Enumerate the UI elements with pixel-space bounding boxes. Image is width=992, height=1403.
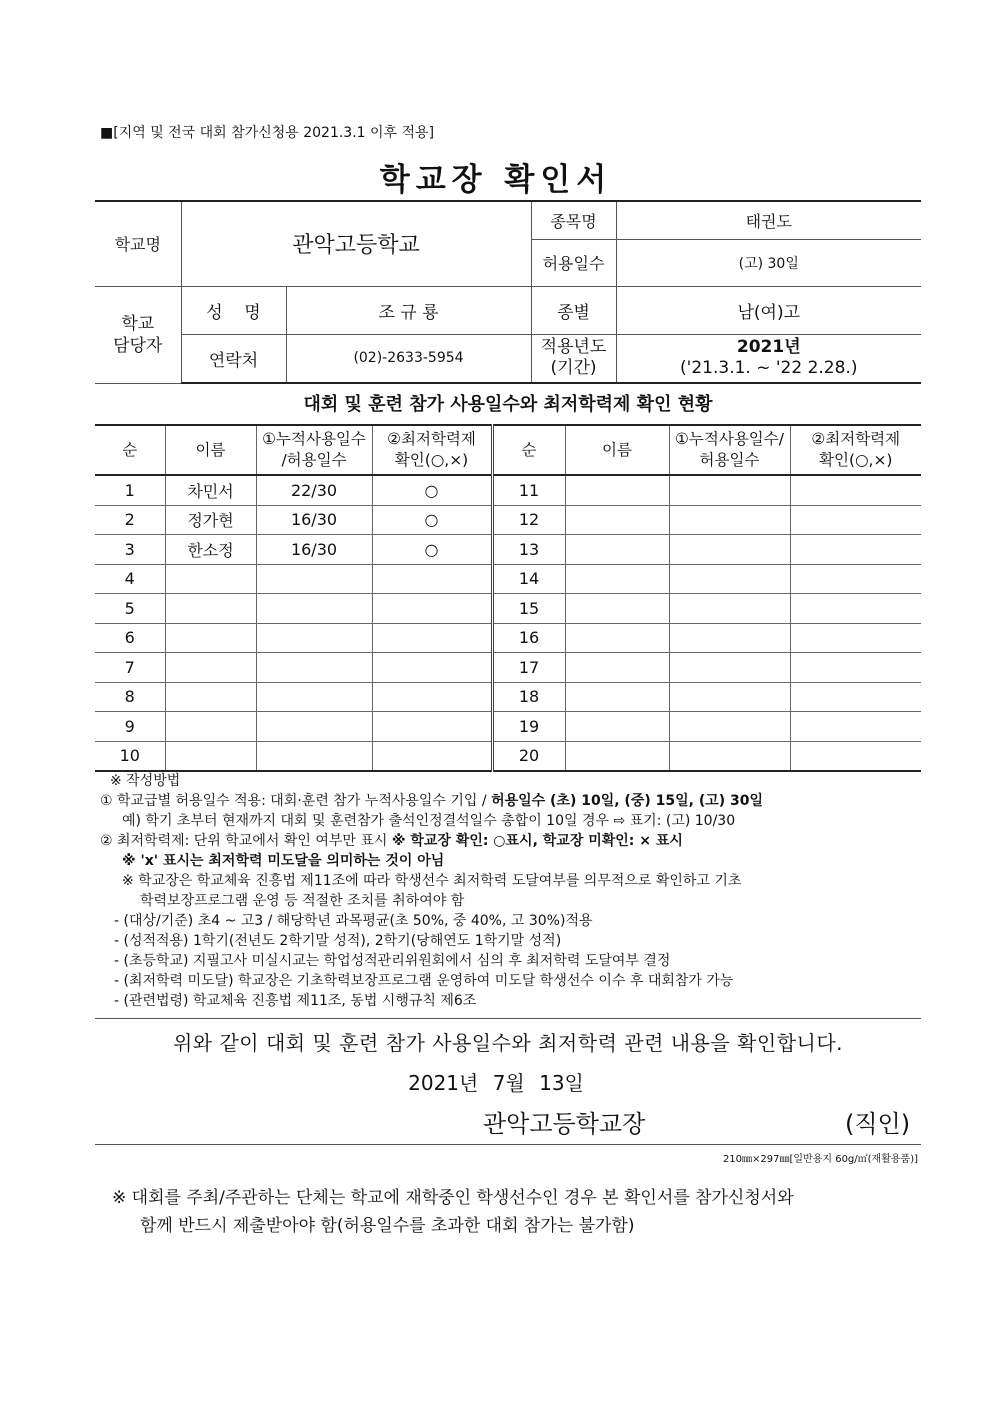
year-value: 2021년 <box>736 337 801 358</box>
paper-spec: 210㎜×297㎜[일반용지 60g/㎡(재활용품)] <box>722 1154 918 1165</box>
header-name-left: 이름 <box>165 425 256 475</box>
footnote-line-2: 함께 반드시 제출받아야 함(허용일수를 초과한 대회 참가는 불가함) <box>140 1216 635 1236</box>
row-check-right <box>790 712 921 742</box>
school-name: 관악고등학교 <box>181 201 531 286</box>
seal-mark: (직인) <box>845 1110 911 1138</box>
row-check-right <box>790 741 921 771</box>
confirm-text: 위와 같이 대회 및 훈련 참가 사용일수와 최저학력 관련 내용을 확인합니다. <box>172 1031 844 1055</box>
roster-row <box>95 653 921 683</box>
instruction-2 <box>100 831 930 851</box>
row-name-right <box>565 505 669 535</box>
divider-top <box>95 1018 921 1019</box>
row-days-right <box>669 505 790 535</box>
header-days-left: ①누적사용일수 /허용일수 <box>256 425 372 475</box>
sport-label: 종목명 <box>531 201 616 239</box>
detail-2: - (성적적용) 1학기(전년도 2학기말 성적), 2학기(당해연도 1학기말 성적) <box>114 933 562 949</box>
footnote-line-1: ※ 대회를 주최/주관하는 단체는 학교에 재학중인 학생선수인 경우 본 확인서를 참가신청서와 <box>112 1188 794 1208</box>
instruction-1 <box>100 791 930 811</box>
header-days-right: ①누적사용일수/ 허용일수 <box>669 425 790 475</box>
row-days-right <box>669 712 790 742</box>
row-name-right <box>565 682 669 712</box>
detail-3: - (초등학교) 지필고사 미실시교는 학업성적관리위원회에서 심의 후 최저학력 도달여부 결정 <box>114 953 671 969</box>
roster-row <box>95 712 921 742</box>
instruction-1-example: 예) 학기 초부터 현재까지 대회 및 훈련참가 출석인정결석일수 총합이 10일 경우 ⇨ 표기: (고) 10/30 <box>122 813 736 829</box>
row-name-left: 한소정 <box>165 535 256 565</box>
sport-value: 태권도 <box>616 201 921 239</box>
row-days-left: 16/30 <box>256 505 372 535</box>
row-days-left: 16/30 <box>256 535 372 565</box>
row-check-left <box>372 564 492 594</box>
header-check-right: ②최저학력제 확인(○,×) <box>790 425 921 475</box>
row-no-right: 16 <box>492 623 565 653</box>
row-name-left <box>165 741 256 771</box>
row-no-right: 17 <box>492 653 565 683</box>
allowed-days-label: 허용일수 <box>531 239 616 286</box>
row-no-left: 8 <box>95 682 165 712</box>
roster-row <box>95 564 921 594</box>
row-no-right: 19 <box>492 712 565 742</box>
row-name-left <box>165 653 256 683</box>
row-days-right <box>669 623 790 653</box>
row-check-left <box>372 594 492 624</box>
header-no-left: 순 <box>95 425 165 475</box>
row-no-right: 15 <box>492 594 565 624</box>
row-check-left: ○ <box>372 475 492 505</box>
row-no-right: 13 <box>492 535 565 565</box>
row-check-right <box>790 535 921 565</box>
row-no-left: 10 <box>95 741 165 771</box>
row-days-left <box>256 653 372 683</box>
year-cell <box>616 334 921 383</box>
row-check-left <box>372 682 492 712</box>
name-label: 성 명 <box>181 286 286 334</box>
row-check-left <box>372 741 492 771</box>
row-days-right <box>669 653 790 683</box>
divider-bottom <box>95 1144 921 1145</box>
gender-value: 남(여)고 <box>616 286 921 334</box>
row-check-left: ○ <box>372 535 492 565</box>
row-no-right: 18 <box>492 682 565 712</box>
roster-row <box>95 594 921 624</box>
row-check-left: ○ <box>372 505 492 535</box>
school-label: 학교명 <box>95 201 181 286</box>
gender-label: 종별 <box>531 286 616 334</box>
detail-1: - (대상/기준) 초4 ~ 고3 / 해당학년 과목평균(초 50%, 중 40%, 고 30%)적용 <box>114 913 593 929</box>
allowed-days-value: (고) 30일 <box>616 239 921 286</box>
page-title: 학교장 확인서 <box>379 162 613 198</box>
row-days-left <box>256 623 372 653</box>
instruction-1-text: ① 학교급별 허용일수 적용: 대회·훈련 참가 누적사용일수 기입 / <box>100 793 492 809</box>
row-name-left: 정가현 <box>165 505 256 535</box>
row-name-right <box>565 594 669 624</box>
row-days-right <box>669 564 790 594</box>
row-no-left: 3 <box>95 535 165 565</box>
row-check-right <box>790 505 921 535</box>
year-label: 적용년도 (기간) <box>531 334 616 383</box>
row-name-left <box>165 682 256 712</box>
row-check-left <box>372 712 492 742</box>
row-no-left: 4 <box>95 564 165 594</box>
row-days-left: 22/30 <box>256 475 372 505</box>
row-name-left <box>165 594 256 624</box>
row-name-left <box>165 712 256 742</box>
row-name-left <box>165 564 256 594</box>
row-days-left <box>256 594 372 624</box>
instructions-heading: ※ 작성방법 <box>110 773 181 789</box>
school-info-table <box>95 200 921 384</box>
row-name-right <box>565 712 669 742</box>
header-check-left: ②최저학력제 확인(○,×) <box>372 425 492 475</box>
row-no-left: 9 <box>95 712 165 742</box>
row-days-right <box>669 535 790 565</box>
row-check-right <box>790 682 921 712</box>
instruction-1-bold: 허용일수 (초) 10일, (중) 15일, (고) 30일 <box>491 793 764 809</box>
principal-name: 관악고등학교장 <box>483 1110 646 1138</box>
header-note: ■[지역 및 전국 대회 참가신청용 2021.3.1 이후 적용] <box>100 125 435 141</box>
roster-row <box>95 741 921 771</box>
instruction-2-bold: ※ 학교장 확인: ○표시, 학교장 미확인: × 표시 <box>391 833 683 849</box>
row-no-left: 6 <box>95 623 165 653</box>
phone-value: (02)-2633-5954 <box>286 334 531 383</box>
instruction-4a: ※ 학교장은 학교체육 진흥법 제11조에 따라 학생선수 최저학력 도달여부를 의무적으로 확인하고 기초 <box>122 873 742 889</box>
row-check-right <box>790 475 921 505</box>
row-no-left: 1 <box>95 475 165 505</box>
footnote <box>112 1184 794 1240</box>
roster-row <box>95 505 921 535</box>
row-days-right <box>669 475 790 505</box>
detail-5: - (관련법령) 학교체육 진흥법 제11조, 동법 시행규칙 제6조 <box>114 993 477 1009</box>
row-no-right: 12 <box>492 505 565 535</box>
roster-table <box>95 424 921 772</box>
row-no-right: 11 <box>492 475 565 505</box>
row-days-right <box>669 682 790 712</box>
contact-person-label: 학교 담당자 <box>95 286 181 383</box>
row-check-right <box>790 564 921 594</box>
roster-row <box>95 682 921 712</box>
header-no-right: 순 <box>492 425 565 475</box>
row-name-right <box>565 741 669 771</box>
row-no-left: 2 <box>95 505 165 535</box>
instructions <box>100 771 930 1011</box>
issue-date: 2021년 7월 13일 <box>408 1071 584 1095</box>
row-check-left <box>372 623 492 653</box>
row-no-left: 5 <box>95 594 165 624</box>
row-days-left <box>256 712 372 742</box>
row-name-right <box>565 653 669 683</box>
name-value: 조 규 룡 <box>286 286 531 334</box>
roster-row <box>95 535 921 565</box>
row-name-left <box>165 623 256 653</box>
row-days-right <box>669 741 790 771</box>
section-title: 대회 및 훈련 참가 사용일수와 최저학력제 확인 현황 <box>303 394 713 415</box>
phone-label: 연락처 <box>181 334 286 383</box>
row-name-right <box>565 564 669 594</box>
row-check-left <box>372 653 492 683</box>
instruction-2-text: ② 최저학력제: 단위 학교에서 확인 여부만 표시 <box>100 833 392 849</box>
row-name-left: 차민서 <box>165 475 256 505</box>
row-check-right <box>790 653 921 683</box>
row-days-left <box>256 564 372 594</box>
row-days-left <box>256 682 372 712</box>
year-period: ('21.3.1. ~ '22 2.28.) <box>680 358 858 379</box>
roster-row <box>95 475 921 505</box>
row-days-left <box>256 741 372 771</box>
row-name-right <box>565 623 669 653</box>
detail-4: - (최저학력 미도달) 학교장은 기초학력보장프로그램 운영하여 미도달 학생선수 이수 후 대회참가 가능 <box>114 973 734 989</box>
row-name-right <box>565 475 669 505</box>
header-name-right: 이름 <box>565 425 669 475</box>
roster-header-row <box>95 425 921 475</box>
row-no-left: 7 <box>95 653 165 683</box>
row-check-right <box>790 594 921 624</box>
roster-row <box>95 623 921 653</box>
row-no-right: 14 <box>492 564 565 594</box>
row-no-right: 20 <box>492 741 565 771</box>
row-days-right <box>669 594 790 624</box>
row-name-right <box>565 535 669 565</box>
instruction-3: ※ 'x' 표시는 최저학력 미도달을 의미하는 것이 아님 <box>122 853 445 869</box>
row-check-right <box>790 623 921 653</box>
instruction-4b: 학력보장프로그램 운영 등 적절한 조치를 취하여야 함 <box>140 893 465 909</box>
